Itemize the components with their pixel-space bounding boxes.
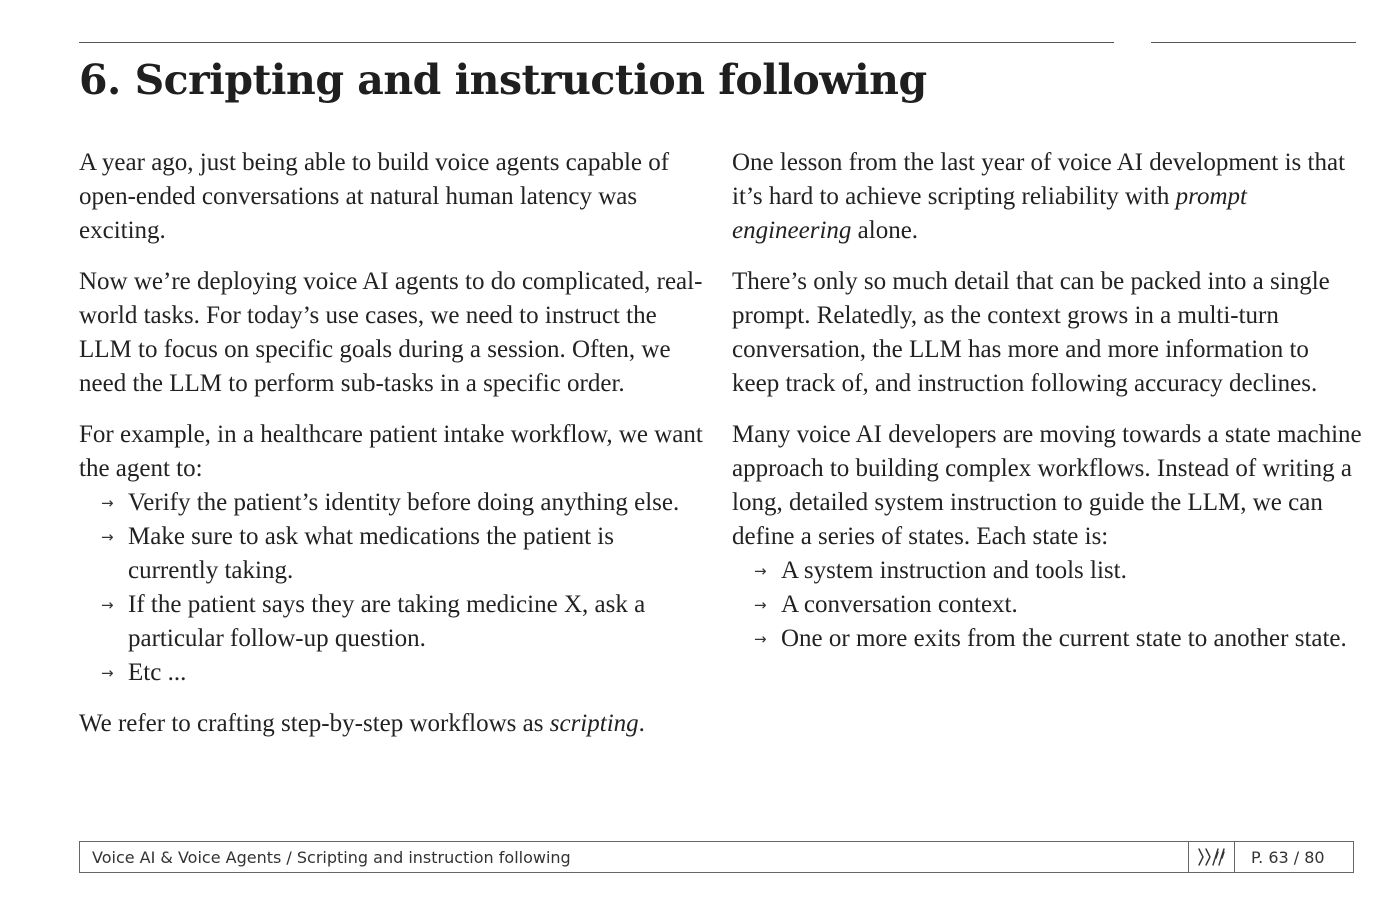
right-column <box>732 146 1362 673</box>
list-item-text: If the patient says they are taking medicine X, ask a particular follow-up question. <box>128 591 646 652</box>
left-column <box>79 146 709 758</box>
header-rule-right <box>1151 42 1356 43</box>
list-item <box>732 622 1362 656</box>
paragraph <box>732 146 1362 248</box>
paragraph: There’s only so much detail that can be packed into a single prompt. Relatedly, as the context grows in a multi-turn conversation, the LLM has more and more information to keep track of, and instruction following accuracy declines. <box>732 268 1330 397</box>
paragraph: A year ago, just being able to build voice agents capable of open-ended conversations at natural human latency was exciting. <box>79 149 670 244</box>
list-item-text: A conversation context. <box>781 591 1018 618</box>
paragraph <box>79 707 709 741</box>
paragraph: Now we’re deploying voice AI agents to do complicated, real-world tasks. For today’s use cases, we need to instruct the LLM to focus on specific goals during a session. Often, we need the LLM to perform sub-tasks in a specific order. <box>79 268 703 397</box>
arrow-right-icon: → <box>754 596 767 614</box>
paragraph-text: We refer to crafting step-by-step workflows as <box>79 710 550 737</box>
list-item-text: One or more exits from the current state to another state. <box>781 625 1347 652</box>
emphasis-text: prompt engineering <box>732 183 1247 244</box>
arrow-right-icon: → <box>101 528 114 546</box>
list-item <box>732 554 1362 588</box>
arrow-right-icon: → <box>754 562 767 580</box>
paragraph-end: . <box>638 710 645 737</box>
paragraph-end: alone. <box>851 217 919 244</box>
paragraph-text: One lesson from the last year of voice AI development is that it’s hard to achieve scripting reliability with <box>732 149 1346 210</box>
paragraph: For example, in a healthcare patient intake workflow, we want the agent to: <box>79 421 703 482</box>
arrow-right-icon: → <box>101 596 114 614</box>
page-footer <box>79 841 1354 873</box>
list-item-text: A system instruction and tools list. <box>781 557 1127 584</box>
state-list <box>732 554 1362 656</box>
list-item-text: Make sure to ask what medications the patient is currently taking. <box>128 523 614 584</box>
list-item <box>79 656 709 690</box>
emphasis-text: scripting <box>549 710 639 737</box>
list-item-text: Verify the patient’s identity before doing anything else. <box>128 489 680 516</box>
daily-logo-icon <box>1188 842 1235 872</box>
arrow-right-icon: → <box>754 630 767 648</box>
list-item-text: Etc ... <box>128 659 187 686</box>
paragraph: Many voice AI developers are moving towards a state machine approach to building complex workflows. Instead of writing a long, detailed system instruction to guide the LLM, we can define a series of states. Each state is: <box>732 421 1362 550</box>
arrow-right-icon: → <box>101 494 114 512</box>
list-item <box>79 520 709 588</box>
header-rule-left <box>79 42 1114 43</box>
list-item <box>79 486 709 520</box>
list-item <box>79 588 709 656</box>
page-title: 6. Scripting and instruction following <box>79 56 927 104</box>
workflow-list <box>79 486 709 690</box>
arrow-right-icon: → <box>101 664 114 682</box>
page-number: P. 63 / 80 <box>1251 848 1325 867</box>
list-item <box>732 588 1362 622</box>
breadcrumb: Voice AI & Voice Agents / Scripting and instruction following <box>92 848 571 867</box>
